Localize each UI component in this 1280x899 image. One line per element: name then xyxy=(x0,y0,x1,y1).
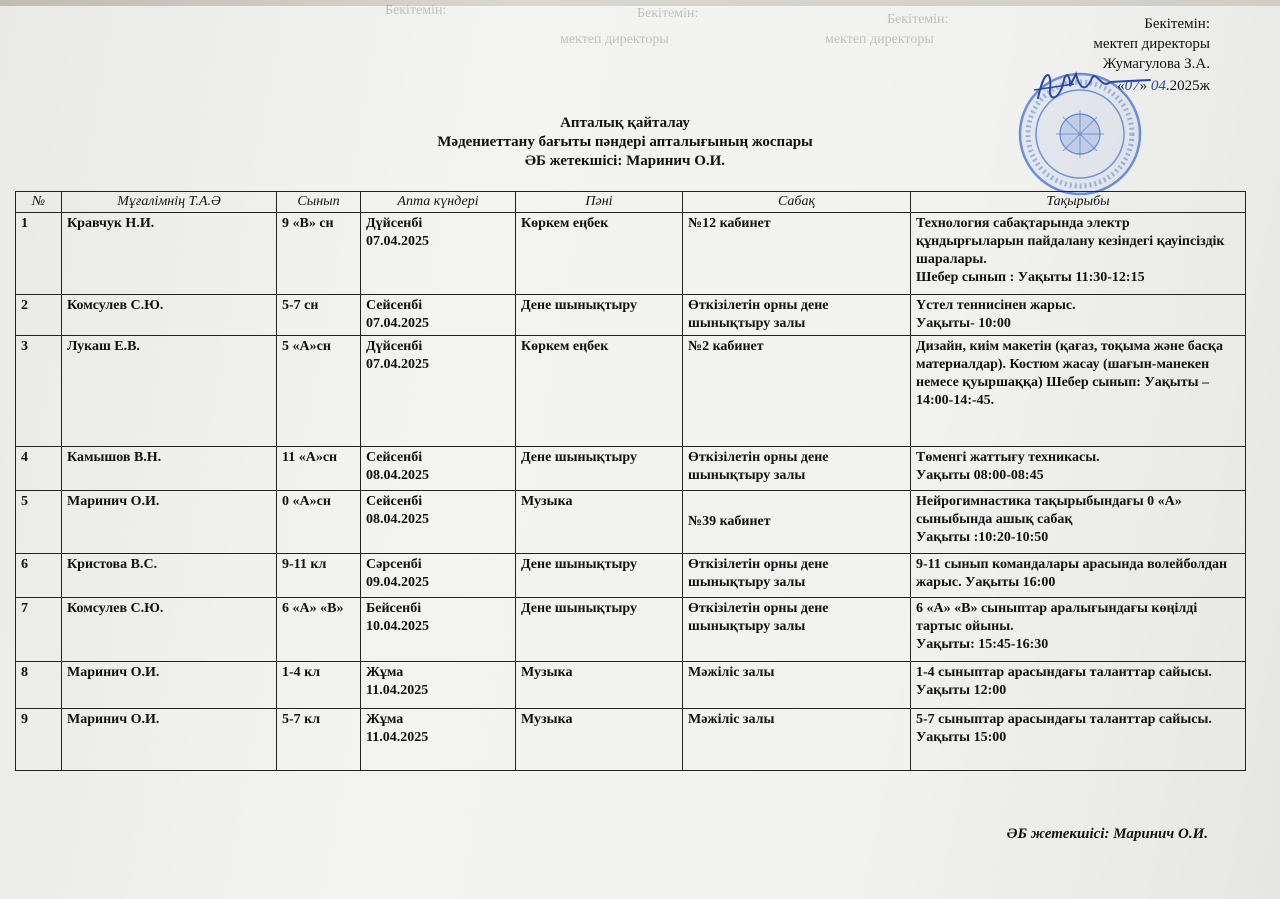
week-day-date: 07.04.2025 xyxy=(366,357,429,372)
teacher-name-cell xyxy=(62,709,277,771)
week-day-date: 07.04.2025 xyxy=(366,316,429,331)
class-name-class: 9 «В» сн xyxy=(282,216,334,231)
table-row xyxy=(16,709,1246,771)
subject-cell xyxy=(516,295,683,336)
lesson-place-place: Өткізілетін орны дене шынықтыру залы xyxy=(688,298,829,331)
lesson-place-place: Өткізілетін орны дене шынықтыру залы xyxy=(688,601,829,634)
title-line-1: Апталық қайталау xyxy=(560,115,690,131)
topic-cell xyxy=(911,491,1246,554)
row-number-cell xyxy=(16,662,62,709)
topic-topic: Нейрогимнастика тақырыбындағы 0 «А» сыныбында ашық сабақ xyxy=(916,494,1182,527)
week-day-cell xyxy=(361,295,516,336)
lesson-place-cell xyxy=(683,491,911,554)
topic-cell xyxy=(911,554,1246,598)
table-row xyxy=(16,213,1246,295)
class-name-class: 5-7 сн xyxy=(282,298,319,313)
week-day-date: 11.04.2025 xyxy=(366,730,429,745)
topic-cell xyxy=(911,598,1246,662)
approval-position: мектеп директоры xyxy=(1093,36,1210,52)
class-name-cell xyxy=(277,447,361,491)
lesson-place-cell xyxy=(683,447,911,491)
lesson-place-place: Өткізілетін орны дене шынықтыру залы xyxy=(688,450,829,483)
subject-subject: Дене шынықтыру xyxy=(521,601,638,616)
topic-topic: 5-7 сыныптар арасындағы таланттар сайысы. Уақыты 15:00 xyxy=(916,712,1212,745)
approval-date: «07» 04.2025ж xyxy=(1117,78,1210,94)
lesson-place-place: №39 кабинет xyxy=(688,514,771,529)
week-day-date: 11.04.2025 xyxy=(366,683,429,698)
week-day-cell xyxy=(361,709,516,771)
column-header: Сынып xyxy=(277,192,361,213)
row-number-num: 5 xyxy=(21,494,28,509)
week-day-cell xyxy=(361,554,516,598)
week-day-date: 08.04.2025 xyxy=(366,512,429,527)
topic-topic2: Уақыты :10:20-10:50 xyxy=(916,530,1049,545)
table-row xyxy=(16,295,1246,336)
class-name-cell xyxy=(277,598,361,662)
row-number-cell xyxy=(16,447,62,491)
subject-cell xyxy=(516,709,683,771)
class-name-cell xyxy=(277,295,361,336)
teacher-name-teacher: Маринич О.И. xyxy=(67,712,160,727)
ghost-text: мектеп директоры xyxy=(560,32,669,47)
subject-subject: Музыка xyxy=(521,712,573,727)
topic-topic2: Уақыты: 15:45-16:30 xyxy=(916,637,1049,652)
week-day-date: 08.04.2025 xyxy=(366,468,429,483)
subject-subject: Музыка xyxy=(521,665,573,680)
row-number-cell xyxy=(16,295,62,336)
row-number-num: 3 xyxy=(21,339,28,354)
week-day-day: Сейсенбі xyxy=(366,450,423,465)
footer-signature-line: ӘБ жетекшісі: Маринич О.И. xyxy=(1006,826,1208,842)
week-day-date: 07.04.2025 xyxy=(366,234,429,249)
week-day-cell xyxy=(361,491,516,554)
lesson-place-place: №12 кабинет xyxy=(688,216,771,231)
topic-topic2: Уақыты- 10:00 xyxy=(916,316,1011,331)
table-header-row xyxy=(16,192,1246,213)
subject-cell xyxy=(516,491,683,554)
week-day-cell xyxy=(361,447,516,491)
lesson-place-cell xyxy=(683,554,911,598)
class-name-cell xyxy=(277,213,361,295)
class-name-cell xyxy=(277,709,361,771)
subject-cell xyxy=(516,554,683,598)
week-day-cell xyxy=(361,662,516,709)
lesson-place-place: Өткізілетін орны дене шынықтыру залы xyxy=(688,557,829,590)
column-header: Мұғалімнің Т.А.Ә xyxy=(62,192,277,213)
week-day-date: 09.04.2025 xyxy=(366,575,429,590)
table-row xyxy=(16,491,1246,554)
class-name-cell xyxy=(277,662,361,709)
row-number-num: 2 xyxy=(21,298,28,313)
teacher-name-teacher: Кристова В.С. xyxy=(67,557,158,572)
topic-cell xyxy=(911,709,1246,771)
subject-subject: Музыка xyxy=(521,494,573,509)
subject-subject: Көркем еңбек xyxy=(521,216,609,231)
teacher-name-teacher: Кравчук Н.И. xyxy=(67,216,155,231)
teacher-name-teacher: Маринич О.И. xyxy=(67,494,160,509)
week-day-day: Бейсенбі xyxy=(366,601,422,616)
row-number-num: 6 xyxy=(21,557,28,572)
class-name-class: 0 «А»сн xyxy=(282,494,331,509)
topic-cell xyxy=(911,662,1246,709)
teacher-name-cell xyxy=(62,447,277,491)
subject-cell xyxy=(516,213,683,295)
teacher-name-cell xyxy=(62,295,277,336)
lesson-place-cell xyxy=(683,598,911,662)
table-row xyxy=(16,447,1246,491)
week-day-day: Жұма xyxy=(366,712,404,727)
topic-cell xyxy=(911,336,1246,447)
lesson-place-place: Мәжіліс залы xyxy=(688,665,775,680)
lesson-place-cell xyxy=(683,709,911,771)
row-number-cell xyxy=(16,491,62,554)
row-number-cell xyxy=(16,554,62,598)
subject-subject: Дене шынықтыру xyxy=(521,557,638,572)
row-number-cell xyxy=(16,709,62,771)
ghost-text: Бекітемін: xyxy=(887,12,949,27)
topic-cell xyxy=(911,295,1246,336)
week-day-day: Жұма xyxy=(366,665,404,680)
lesson-place-cell xyxy=(683,295,911,336)
topic-topic: Технология сабақтарында электр құндырғыларын пайдалану кезіндегі қауіпсіздік шаралары. xyxy=(916,216,1225,267)
topic-topic: Дизайн, киім макетін (қағаз, тоқыма және басқа материалдар). Костюм жасау (шағын-манекен немесе қуыршаққа) Шебер сынып: Уақыты – 14:00-14:-45. xyxy=(916,339,1223,408)
teacher-name-cell xyxy=(62,491,277,554)
topic-cell xyxy=(911,447,1246,491)
table-row xyxy=(16,662,1246,709)
date-month: 04 xyxy=(1150,78,1166,94)
teacher-name-cell xyxy=(62,662,277,709)
column-header: Сабақ xyxy=(683,192,911,213)
approval-label: Бекітемін: xyxy=(1144,16,1210,32)
class-name-cell xyxy=(277,554,361,598)
title-line-2: Мәдениеттану бағыты пәндері апталығының жоспары xyxy=(437,134,813,150)
class-name-class: 11 «А»сн xyxy=(282,450,338,465)
row-number-num: 8 xyxy=(21,665,28,680)
teacher-name-cell xyxy=(62,554,277,598)
document-title xyxy=(330,114,920,171)
class-name-class: 5-7 кл xyxy=(282,712,321,727)
row-number-cell xyxy=(16,213,62,295)
row-number-num: 7 xyxy=(21,601,28,616)
table-row xyxy=(16,598,1246,662)
lesson-place-place: Мәжіліс залы xyxy=(688,712,775,727)
lesson-place-cell xyxy=(683,213,911,295)
column-header: Апта күндері xyxy=(361,192,516,213)
week-day-date: 10.04.2025 xyxy=(366,619,429,634)
ghost-text: Бекітемін: xyxy=(637,6,699,21)
class-name-class: 9-11 кл xyxy=(282,557,327,572)
subject-cell xyxy=(516,447,683,491)
row-number-num: 9 xyxy=(21,712,28,727)
topic-topic: 6 «А» «В» сыныптар аралығындағы көңілді тартыс ойыны. xyxy=(916,601,1198,634)
date-day: 07 xyxy=(1124,78,1140,94)
week-day-day: Дүйсенбі xyxy=(366,216,423,231)
class-name-class: 5 «А»сн xyxy=(282,339,331,354)
subject-subject: Дене шынықтыру xyxy=(521,450,638,465)
teacher-name-teacher: Лукаш Е.В. xyxy=(67,339,140,354)
teacher-name-teacher: Комсулев С.Ю. xyxy=(67,298,164,313)
row-number-cell xyxy=(16,336,62,447)
subject-cell xyxy=(516,662,683,709)
teacher-name-cell xyxy=(62,598,277,662)
lesson-place-cell xyxy=(683,336,911,447)
ghost-text: мектеп директоры xyxy=(825,32,934,47)
topic-topic: Төменгі жаттығу техникасы. xyxy=(916,450,1100,465)
week-day-cell xyxy=(361,336,516,447)
week-day-cell xyxy=(361,598,516,662)
topic-cell xyxy=(911,213,1246,295)
subject-cell xyxy=(516,598,683,662)
topic-topic: 1-4 сыныптар арасындағы таланттар сайысы. Уақыты 12:00 xyxy=(916,665,1212,698)
subject-cell xyxy=(516,336,683,447)
table-row xyxy=(16,336,1246,447)
ghost-text: Бекітемін: xyxy=(385,3,447,18)
week-day-day: Сейсенбі xyxy=(366,298,423,313)
title-line-3: ӘБ жетекшісі: Маринич О.И. xyxy=(524,153,726,169)
lesson-place-place: №2 кабинет xyxy=(688,339,764,354)
class-name-cell xyxy=(277,491,361,554)
topic-topic2: Шебер сынып : Уақыты 11:30-12:15 xyxy=(916,270,1145,285)
topic-topic: 9-11 сынып командалары арасында волейболдан жарыс. Уақыты 16:00 xyxy=(916,557,1228,590)
class-name-cell xyxy=(277,336,361,447)
lesson-place-cell xyxy=(683,662,911,709)
teacher-name-cell xyxy=(62,336,277,447)
teacher-name-teacher: Комсулев С.Ю. xyxy=(67,601,164,616)
class-name-class: 1-4 кл xyxy=(282,665,321,680)
week-day-cell xyxy=(361,213,516,295)
subject-subject: Көркем еңбек xyxy=(521,339,609,354)
week-day-day: Сейсенбі xyxy=(366,494,423,509)
column-header: Тақырыбы xyxy=(911,192,1246,213)
column-header: Пәні xyxy=(516,192,683,213)
subject-subject: Дене шынықтыру xyxy=(521,298,638,313)
schedule-table xyxy=(15,191,1246,771)
approval-block xyxy=(1093,14,1210,96)
row-number-num: 4 xyxy=(21,450,28,465)
teacher-name-teacher: Маринич О.И. xyxy=(67,665,160,680)
table-row xyxy=(16,554,1246,598)
topic-topic: Үстел теннисінен жарыс. xyxy=(916,298,1076,313)
column-header: № xyxy=(16,192,62,213)
week-day-day: Сәрсенбі xyxy=(366,557,422,572)
teacher-name-cell xyxy=(62,213,277,295)
row-number-cell xyxy=(16,598,62,662)
approval-name: Жумагулова З.А. xyxy=(1102,56,1210,72)
week-day-day: Дүйсенбі xyxy=(366,339,423,354)
class-name-class: 6 «А» «В» xyxy=(282,601,344,616)
teacher-name-teacher: Камышов В.Н. xyxy=(67,450,162,465)
row-number-num: 1 xyxy=(21,216,28,231)
topic-topic2: Уақыты 08:00-08:45 xyxy=(916,468,1044,483)
